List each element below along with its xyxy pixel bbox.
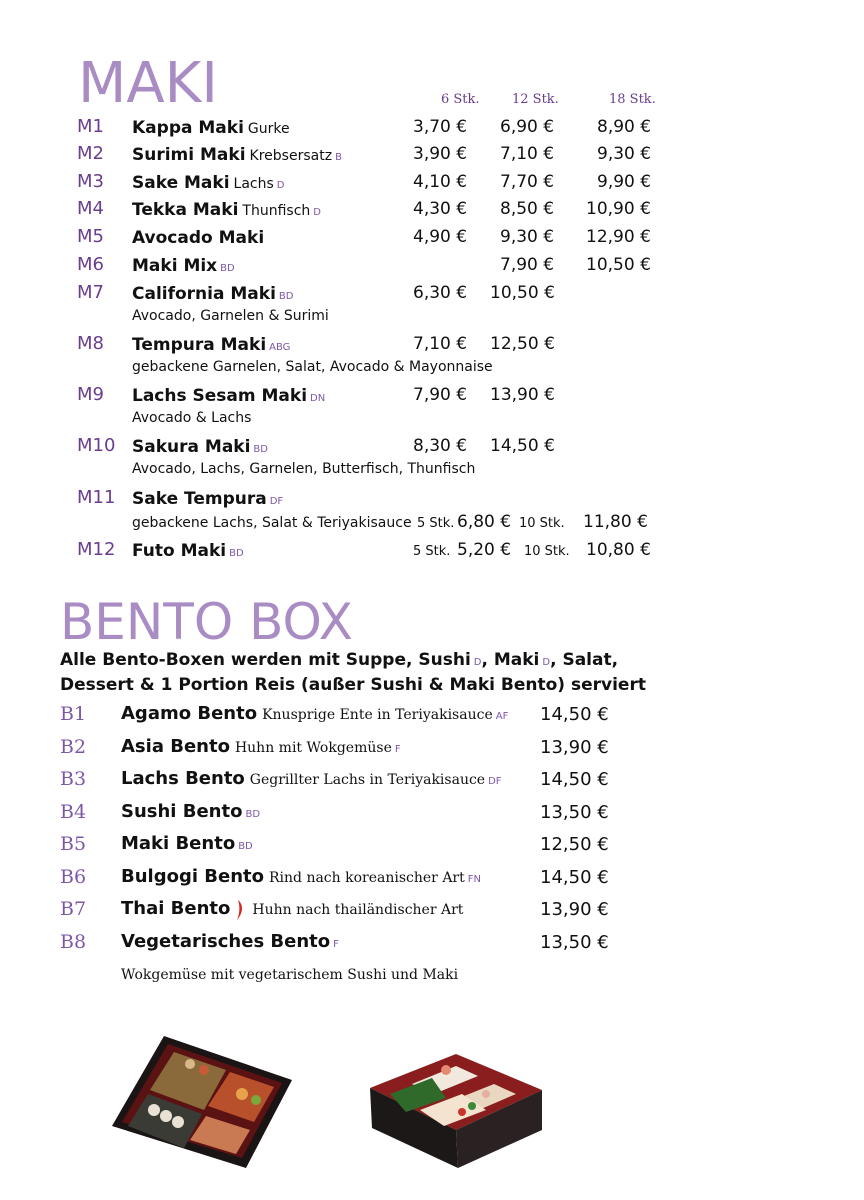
price-12: 10,50 €: [490, 283, 555, 303]
item-description: Gegrillter Lachs in Teriyakisauce: [249, 772, 486, 788]
item-name: Sushi Bento BD: [121, 801, 261, 822]
price-18: 10,90 €: [586, 199, 651, 219]
price-18: 9,90 €: [597, 172, 652, 192]
price-6: 7,10 €: [413, 334, 468, 354]
price-6: 4,90 €: [413, 227, 468, 247]
item-description: Avocado, Garnelen & Surimi: [132, 308, 329, 324]
allergen-label: D: [276, 180, 285, 191]
item-description: Rind nach koreanischer Art: [269, 870, 465, 886]
maki-title: MAKI: [78, 51, 218, 116]
bento-photo-2: [366, 1050, 544, 1172]
qty-label: 5 Stk.: [417, 516, 455, 531]
allergen-label: BD: [229, 548, 244, 559]
item-code: B1: [60, 703, 87, 725]
col-header-18: 18 Stk.: [609, 92, 656, 107]
col-header-12: 12 Stk.: [512, 92, 559, 107]
price: 13,90 €: [540, 737, 609, 758]
item-description: Avocado, Lachs, Garnelen, Butterfisch, Thunfisch: [132, 461, 476, 477]
item-code: B4: [60, 801, 87, 823]
qty-label: 10 Stk.: [519, 516, 565, 531]
price-12: 7,70 €: [500, 172, 555, 192]
item-name: Surimi Maki Krebsersatz B: [132, 145, 342, 165]
item-code: M11: [77, 487, 116, 508]
price-6: 7,90 €: [413, 385, 468, 405]
price-6: 4,10 €: [413, 172, 468, 192]
item-name: Kappa Maki Gurke: [132, 118, 290, 138]
item-name: Maki Bento BD: [121, 833, 253, 854]
item-code: B2: [60, 736, 87, 758]
allergen-label: BD: [245, 809, 261, 820]
allergen-label: BD: [278, 291, 294, 302]
item-code: M10: [77, 435, 116, 456]
bento-title: BENTO BOX: [60, 593, 353, 651]
item-description: Huhn nach thailändischer Art: [252, 902, 464, 918]
item-name: Tekka Maki Thunfisch D: [132, 200, 321, 220]
item-description: Lachs: [233, 176, 274, 192]
price: 14,50 €: [540, 704, 609, 725]
item-code: B5: [60, 833, 87, 855]
item-code: M5: [77, 226, 104, 247]
allergen-label: ABG: [269, 342, 291, 353]
item-description: Knusprige Ente in Teriyakisauce: [262, 707, 493, 723]
item-code: M4: [77, 198, 104, 219]
item-code: B6: [60, 866, 87, 888]
price-18: 10,50 €: [586, 255, 651, 275]
price-12: 12,50 €: [490, 334, 555, 354]
qty-label: 5 Stk.: [413, 544, 451, 559]
item-code: M9: [77, 384, 104, 405]
price: 14,50 €: [540, 769, 609, 790]
item-name: Lachs Sesam Maki DN: [132, 386, 326, 406]
item-description: Avocado & Lachs: [132, 410, 252, 426]
price-6: 3,70 €: [413, 117, 468, 137]
price-12: 14,50 €: [490, 436, 555, 456]
item-name: Thai Bento Huhn nach thailändischer Art: [121, 898, 464, 919]
price: 10,80 €: [586, 540, 651, 560]
allergen-label: DF: [488, 776, 502, 787]
item-code: B7: [60, 898, 87, 920]
allergen-label: BD: [220, 263, 235, 274]
bento-intro-line1: Alle Bento-Boxen werden mit Suppe, Sushi D, Maki D, Salat,: [60, 650, 619, 670]
item-description: Krebsersatz: [249, 148, 333, 164]
price-6: 6,30 €: [413, 283, 468, 303]
allergen-label: B: [335, 152, 342, 163]
col-header-6: 6 Stk.: [441, 92, 480, 107]
price: 6,80 €: [457, 512, 512, 532]
price: 12,50 €: [540, 834, 609, 855]
item-description: Gurke: [247, 121, 290, 137]
item-name: Maki Mix BD: [132, 256, 235, 276]
item-code: B8: [60, 931, 87, 953]
allergen-label: D: [542, 657, 551, 668]
item-name: Futo Maki BD: [132, 541, 244, 561]
item-name: Lachs Bento Gegrillter Lachs in Teriyakisauce DF: [121, 768, 502, 789]
bento-photo-1: [108, 1030, 296, 1172]
item-code: B3: [60, 768, 87, 790]
price: 14,50 €: [540, 867, 609, 888]
allergen-label: AF: [495, 711, 509, 722]
chili-icon: [234, 898, 246, 922]
allergen-label: DN: [310, 393, 326, 404]
qty-label: 10 Stk.: [524, 544, 570, 559]
price: 13,90 €: [540, 899, 609, 920]
price-12: 13,90 €: [490, 385, 555, 405]
price-6: 8,30 €: [413, 436, 468, 456]
item-code: M7: [77, 282, 104, 303]
price-18: 9,30 €: [597, 144, 652, 164]
item-description: Huhn mit Wokgemüse: [234, 740, 392, 756]
item-name: Vegetarisches Bento F: [121, 931, 339, 952]
bento-intro-line2: Dessert & 1 Portion Reis (außer Sushi & Maki Bento) serviert: [60, 675, 646, 695]
item-code: M8: [77, 333, 104, 354]
item-name: Tempura Maki ABG: [132, 335, 291, 355]
price-12: 7,90 €: [500, 255, 555, 275]
price-18: 8,90 €: [597, 117, 652, 137]
allergen-label: D: [473, 657, 482, 668]
price: 13,50 €: [540, 802, 609, 823]
item-name: Sake Tempura DF: [132, 489, 284, 509]
allergen-label: DF: [269, 496, 284, 507]
price-12: 9,30 €: [500, 227, 555, 247]
price-12: 8,50 €: [500, 199, 555, 219]
allergen-label: FN: [467, 874, 481, 885]
allergen-label: F: [394, 744, 401, 755]
price-12: 6,90 €: [500, 117, 555, 137]
item-name: Sakura Maki BD: [132, 437, 268, 457]
price: 5,20 €: [457, 540, 512, 560]
item-code: M1: [77, 116, 104, 137]
item-name: Agamo Bento Knusprige Ente in Teriyakisauce AF: [121, 703, 509, 724]
item-code: M2: [77, 143, 104, 164]
price-6: 4,30 €: [413, 199, 468, 219]
price: 11,80 €: [583, 512, 648, 532]
price-12: 7,10 €: [500, 144, 555, 164]
price-6: 3,90 €: [413, 144, 468, 164]
item-name: Avocado Maki: [132, 228, 265, 248]
item-name: Asia Bento Huhn mit Wokgemüse F: [121, 736, 401, 757]
allergen-label: F: [333, 939, 339, 950]
price-18: 12,90 €: [586, 227, 651, 247]
item-name: Sake Maki Lachs D: [132, 173, 285, 193]
price: 13,50 €: [540, 932, 609, 953]
item-code: M6: [77, 254, 104, 275]
allergen-label: D: [313, 207, 321, 218]
item-description: gebackene Garnelen, Salat, Avocado & Mayonnaise: [132, 359, 493, 375]
item-description: gebackene Lachs, Salat & Teriyakisauce: [132, 515, 412, 531]
item-code: M12: [77, 539, 116, 560]
allergen-label: BD: [238, 841, 253, 852]
allergen-label: BD: [253, 444, 268, 455]
item-name: California Maki BD: [132, 284, 294, 304]
item-description: Wokgemüse mit vegetarischem Sushi und Maki: [121, 967, 459, 983]
item-name: Bulgogi Bento Rind nach koreanischer Art FN: [121, 866, 481, 887]
item-code: M3: [77, 171, 104, 192]
item-description: Thunfisch: [242, 203, 311, 219]
